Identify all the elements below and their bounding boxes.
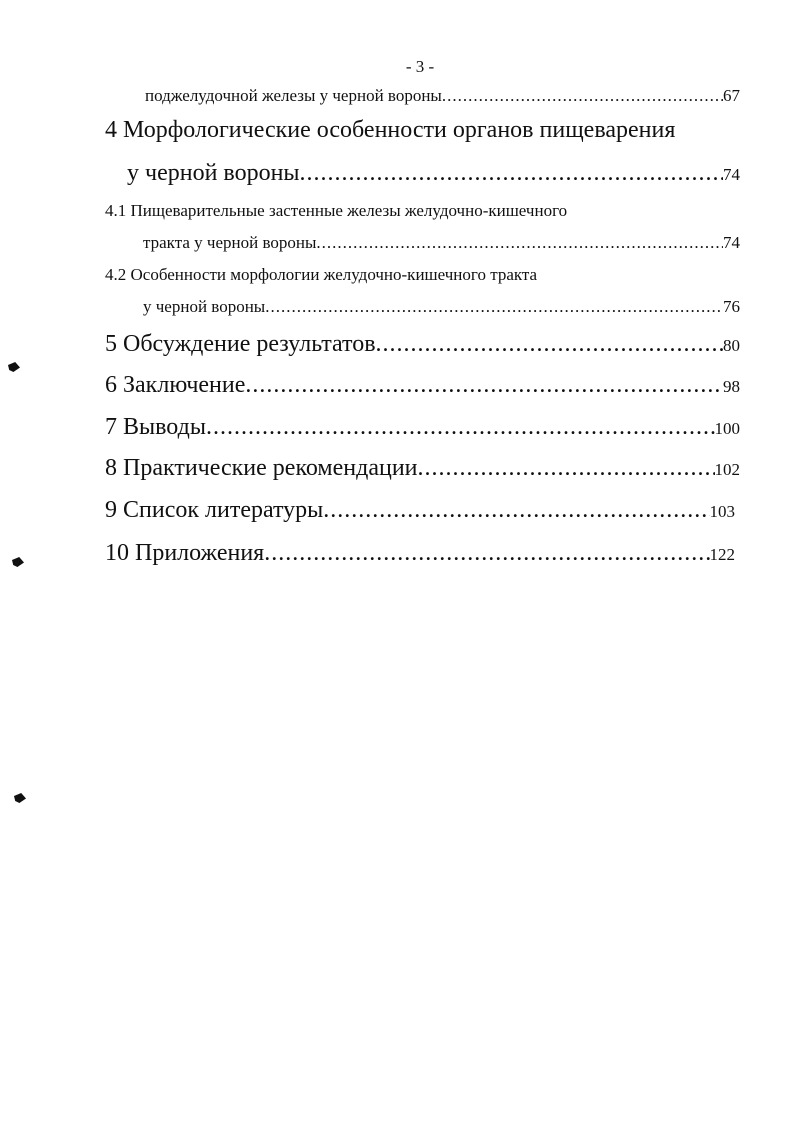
toc-entry (143, 233, 740, 253)
page-number: - 3 - (405, 57, 435, 76)
toc-entry-heading: 4.2 Особенности морфологии желудочно-кишечного тракта (105, 265, 538, 284)
toc-entry (105, 372, 740, 399)
toc-leader-dots (264, 540, 709, 567)
toc-entry (105, 414, 740, 441)
toc-entry-label: 7 Выводы (105, 414, 206, 440)
toc-entry-page: 102 (714, 460, 740, 479)
toc-leader-dots (206, 414, 715, 441)
toc-leader-dots (442, 86, 723, 106)
toc-entry-label: поджелудочной железы у черной вороны (145, 86, 442, 105)
toc-entry-heading: 4.1 Пищеварительные застенные железы желудочно-кишечного (105, 201, 568, 220)
toc-leader-dots (418, 455, 715, 482)
toc-entry (143, 297, 740, 317)
toc-leader-dots (376, 331, 723, 358)
toc-leader-dots (323, 497, 709, 524)
toc-entry-label: у черной вороны (127, 160, 300, 186)
toc-entry (105, 540, 735, 567)
toc-entry (105, 455, 740, 482)
toc-entry (105, 331, 740, 358)
toc-leader-dots (316, 233, 723, 253)
toc-leader-dots (265, 297, 723, 317)
toc-entry-page: 67 (723, 86, 740, 105)
toc-entry-label: 8 Практические рекомендации (105, 455, 418, 481)
toc-entry-label: 5 Обсуждение результатов (105, 331, 376, 357)
toc-entry-page: 74 (723, 233, 740, 252)
scan-artifact-mark (14, 793, 26, 803)
toc-entry-page: 100 (714, 419, 740, 438)
toc-entry (105, 497, 735, 524)
toc-entry-page: 74 (723, 165, 740, 184)
toc-entry-page: 76 (723, 297, 740, 316)
toc-entry-label: 10 Приложения (105, 540, 265, 566)
toc-entry-label: тракта у черной вороны (143, 233, 317, 252)
toc-leader-dots (245, 372, 723, 399)
toc-entry (145, 86, 740, 106)
toc-entry-heading: 4 Морфологические особенности органов пищеварения (105, 117, 676, 143)
toc-entry-label: у черной вороны (143, 297, 266, 316)
toc-entry-page: 103 (709, 502, 735, 521)
toc-entry-page: 80 (723, 336, 740, 355)
toc-entry-label: 6 Заключение (105, 372, 246, 398)
scan-artifact-mark (12, 557, 24, 567)
toc-entry-label: 9 Список литературы (105, 497, 324, 523)
toc-leader-dots (300, 160, 723, 187)
toc-entry-page: 122 (709, 545, 735, 564)
toc-entry (127, 160, 740, 187)
toc-entry-page: 98 (723, 377, 740, 396)
scan-artifact-mark (8, 362, 20, 372)
